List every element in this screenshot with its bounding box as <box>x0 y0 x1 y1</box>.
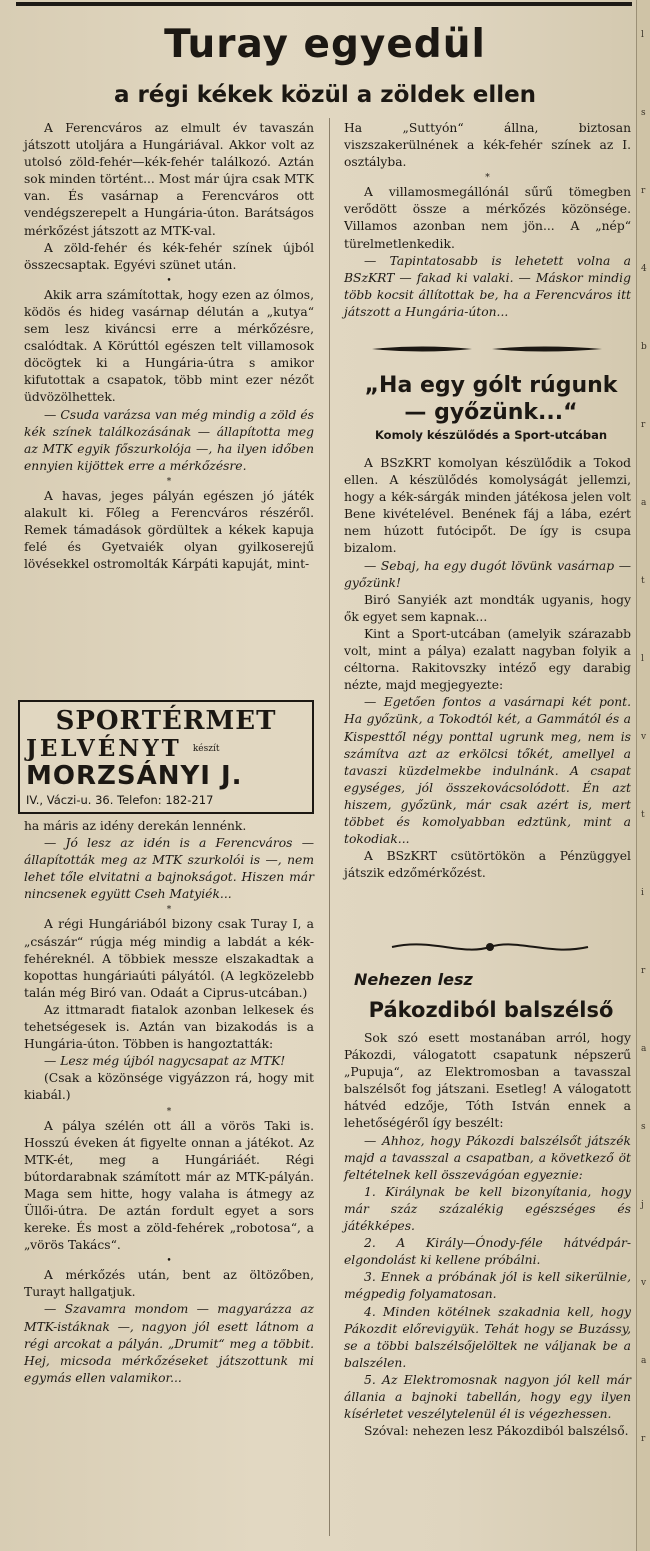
paragraph: A zöld-fehér és kék-fehér színek újból összecsaptak. Egyévi szünet után. <box>24 240 314 272</box>
paragraph: ha máris az idény derekán lennénk. <box>24 819 247 833</box>
section-break: • <box>166 1256 172 1267</box>
edge-glyph: a <box>641 1044 647 1054</box>
paragraph: A Ferencváros az elmult év tavaszán játszott utoljára a Hungáriával. Akkor volt az utolsó zöld-fehér—kék-fehér találkozó. Aztán sok minden történt... Most már újra csak MTK van. És vasárnap a Ferencváros ott vendégszerepelt a Hungária-úton. Barátságos mérkőzést játszott az MTK-val. <box>24 121 314 238</box>
paragraph: Szóval: nehezen lesz Pákozdiból balszélső. <box>364 1424 629 1439</box>
edge-glyph: 4 <box>641 264 647 274</box>
article2-subheadline: Komoly készülődés a Sport-utcában <box>374 428 608 442</box>
paragraph: 1. Királynak be kell bizonyítania, hogy már száz százalékig egészséges és játékképes. <box>344 1184 631 1234</box>
headline: Turay egyedül <box>164 22 486 67</box>
paragraph: — Egetően fontos a vasárnapi két pont. Ha győzünk, a Tokodtól két, a Gammától és a Kispesttől négy ponttal ugrunk meg, nem is számítva azt az erkölcsi tőkét, amellyel a tavaszi küzdelmekbe indulnánk. A csapat egységes, jól összekovácsolódott. Én azt hiszem, győzünk, már csak azért is, mert többet és komolyabban edztünk, mint a tokodiak... <box>344 695 631 847</box>
paragraph: — Csuda varázsa van még mindig a zöld és kék színek találkozásának — állapította meg az MTK egyik főszurkolója —, ha ilyen időben ennyien kijöttek erre a mérkőzésre. <box>24 407 314 473</box>
ad-line-4: IV., Váczi-u. 36. Telefon: 182-217 <box>26 793 214 807</box>
edge-glyph: j <box>641 1200 644 1210</box>
edge-glyph: t <box>641 810 645 820</box>
paragraph: — Jó lesz az idén is a Ferencváros — állapították meg az MTK szurkolói is —, nem lehet tőle elvitatni a bajnokságot. Hiszen már nincsenek együtt Cseh Matyiék... <box>24 836 314 902</box>
paragraph: Sok szó esett mostanában arról, hogy Pákozdi, válogatott csapatunk népszerű „Pupuja“, az Elektromosban a tavasszal balszélsőt fog játszani. Esetleg! A válogatott hátvéd edzője, Tóth István ennek a lehetőségéről így beszélt: <box>344 1031 631 1131</box>
paragraph: A BSzKRT csütörtökön a Pénzüggyel játszik edzőmérkőzést. <box>344 849 631 881</box>
edge-glyph: a <box>641 498 647 508</box>
article3-headline: Pákozdiból balszélső <box>368 998 614 1022</box>
ad-line-3: MORZSÁNYI J. <box>26 761 243 791</box>
edge-glyph: s <box>641 108 646 118</box>
paragraph: 2. A Király—Ónody-féle hátvédpár-elgondolást ki kellene próbálni. <box>344 1236 631 1268</box>
edge-glyph: r <box>641 420 646 430</box>
paragraph: Az ittmaradt fiatalok azonban lelkesek és tehetségesek is. Aztán van bizakodás is a Hungária-úton. Többen is hangoztatták: <box>24 1002 314 1052</box>
ornamental-divider-2 <box>352 936 628 958</box>
paragraph: 3. Ennek a próbának jól is kell sikerülnie, mégpedig folyamatosan. <box>344 1270 631 1302</box>
subheadline: a régi kékek közül a zöldek ellen <box>113 82 537 108</box>
edge-glyph: a <box>641 1356 647 1366</box>
adjacent-column-edge <box>636 0 650 1551</box>
edge-glyph: t <box>641 576 645 586</box>
paragraph: A villamosmegállónál sűrű tömegben verődött össze a mérkőzés közönsége. Villamos azonban nem jön... A „nép“ türelmetlenkedik. <box>344 185 631 251</box>
edge-glyph: v <box>641 1278 647 1288</box>
paragraph: Ha „Suttyón“ állna, biztosan viszszakerülnének a kék-fehér színek az I. osztályba. <box>344 121 631 170</box>
paragraph: 5. Az Elektromosnak nagyon jól kell már állania a bajnoki tabellán, hogy egy ilyen kísérletet veszélytelenül él is végezhessen. <box>344 1372 631 1422</box>
paragraph: (Csak a közönsége vigyázzon rá, hogy mit kiabál.) <box>24 1071 314 1103</box>
paragraph: Biró Sanyiék azt mondták ugyanis, hogy ők egyet sem kapnak... <box>344 592 631 624</box>
paragraph: — Lesz még újból nagycsapat az MTK! <box>44 1054 286 1069</box>
paragraph: — Szavamra mondom — magyarázza az MTK-istáknak —, nagyon jól esett látnom a régi arcokat a pályán. „Drumit“ meg a többit. Hej, micsoda mérkőzéseket játszottunk mi egymás ellen valamikor... <box>24 1302 314 1385</box>
edge-glyph: s <box>641 1122 646 1132</box>
section-break: * <box>166 476 172 487</box>
ad-line-1: SPORTÉRMET <box>55 706 277 736</box>
advertisement <box>18 700 314 814</box>
edge-glyph: i <box>641 888 644 898</box>
ad-line-2 <box>26 736 306 762</box>
left-column-continued <box>24 818 314 1387</box>
paragraph: A BSzKRT komolyan készülődik a Tokod ellen. A készülődés komolyságát jellemzi, hogy a kék-sárgák minden játékosa jelen volt Bene kivételével. Benének fáj a lába, ezért nem húzott futócipőt. De így is csupa bizalom. <box>344 456 631 556</box>
column-divider <box>329 118 330 1536</box>
edge-glyph: l <box>641 30 644 40</box>
section-break: • <box>166 275 172 286</box>
paragraph: Akik arra számítottak, hogy ezen az ólmos, ködös és hideg vasárnap délután a „kutya“ sem lesz kiváncsi erre a mérkőzésre, csalódtak. A Körúttól egészen telt villamosok döcögtek ki a Hungária-útra s amikor kifutottak a csapatok, több mint ezer nézőt üdvözölhettek. <box>24 287 314 405</box>
paragraph: A mérkőzés után, bent az öltözőben, Turayt hallgatjuk. <box>24 1268 314 1300</box>
edge-glyph: r <box>641 186 646 196</box>
paragraph: 4. Minden kötélnek szakadnia kell, hogy Pákozdit előrevigyük. Tehát hogy se Buzássy, se a többi balszélsőjelöltek ne váljanak be a balszélen. <box>344 1304 631 1370</box>
paragraph: A régi Hungáriából bizony csak Turay I, a „császár“ rúgja még mindig a labdát a kék-fehéreknél. A többiek messze elszakadtak a kopottas hungáriaúti pályától. (A legközelebb talán még Biró van. Odaát a Ciprus-utcában.) <box>24 917 314 1000</box>
section-break: * <box>166 1106 172 1117</box>
paragraph: — Tapintatosabb is lehetett volna a BSzKRT — fakad ki valaki. — Máskor mindig több kocsit állítottak be, ha a Ferencváros itt játszott a Hungária-úton... <box>344 253 631 319</box>
edge-glyph: v <box>641 732 647 742</box>
edge-glyph: r <box>641 966 646 976</box>
section-break: * <box>485 173 490 184</box>
paragraph: A havas, jeges pályán egészen jó játék alakult ki. Főleg a Ferencváros részéről. Remek támadások gördültek a kékek kapuja felé és Gyetvaiék olyan gyilkoserejű lövésekkel ostromolták Kárpáti kapuját, mint- <box>24 488 314 572</box>
article2-headline: „Ha egy gólt rúgunk — győzünk...“ <box>364 373 618 425</box>
right-column <box>344 120 631 321</box>
ad-line-2-main: JELVÉNYT <box>26 735 182 762</box>
section-break: * <box>166 905 172 916</box>
edge-glyph: b <box>641 342 647 352</box>
left-column <box>24 120 314 573</box>
ad-line-2-small: készít <box>192 744 220 754</box>
article3-kicker: Nehezen lesz <box>354 970 473 989</box>
paragraph: A pálya szélén ott áll a vörös Taki is. Hosszú éveken át figyelte onnan a játékot. Az MTK-ét, meg a Hungáriáét. Régi bútordarabnak számított már az MTK-pályán. Maga sem hitte, hogy valaha is átmegy az Üllői-útra. De aztán fordult egyet a sors kereke. És most a zöld-fehérek „robotosa“, a „vörös Takács“. <box>24 1118 314 1253</box>
paragraph: — Ahhoz, hogy Pákozdi balszélsőt játszék majd a tavasszal a csapatban, a következő öt feltételnek kell összevágóan egyeznie: <box>344 1133 631 1182</box>
paragraph: Kint a Sport-utcában (amelyik szárazabb volt, mint a pálya) ezalatt nagyban folyik a céltorna. Rakitovszky intéző egy darabig nézte, majd megjegyezte: <box>344 626 631 693</box>
edge-glyph: r <box>641 1434 646 1444</box>
top-rule <box>16 2 632 6</box>
article3-body <box>344 1030 631 1440</box>
article2-body <box>344 455 631 882</box>
ornamental-divider <box>352 344 628 354</box>
paragraph: — Sebaj, ha egy dugót lövünk vasárnap — győzünk! <box>344 558 631 590</box>
edge-glyph: l <box>641 654 644 664</box>
